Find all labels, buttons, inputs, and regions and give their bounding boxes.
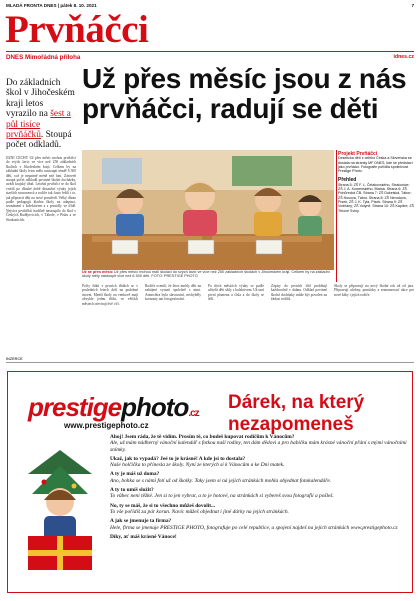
logo-part-1: prestige [28, 392, 122, 422]
gift-photo [22, 444, 98, 576]
article-headline: Už přes měsíc jsou z nás prvňáčci, radují se děti [82, 63, 407, 124]
sidebar-title: Projekt Prvňáčci [338, 151, 378, 157]
dialogue-question: No, ty se máš, že si to všechno můžeš dovolit... [110, 502, 216, 509]
issue-info: MLADÁ FRONTA DNES | pátek 8. 10. 2021 [6, 3, 97, 8]
site-url[interactable]: idnes.cz [393, 54, 414, 60]
lead-text-2: . Stoupá počet odkladů. [6, 130, 72, 151]
dialogue-answer: To vůbec není těžké. Jen si to jen vybrat, a to je hotové, na stránkách si vybereš svou fotografii a pošleš. [110, 493, 334, 500]
sidebar-places-title: Přehled [338, 177, 357, 184]
sidebar-divider [336, 150, 337, 282]
dialogue-answer: Ano, bohka se s námi fotí už od školky. Taky jsem si ná jejích stránkách mohla objednat fotokalendáře. [110, 477, 332, 484]
advertisement-dialogue [110, 434, 410, 540]
logo-part-2: photo [121, 392, 189, 422]
supplement-text: Mimořádná příloha [24, 54, 81, 61]
article-column-3: Rodiče ocenili, že letos mohly děti na zahájení vyrazit společně s nimi. Atmosféra byla slavnostní, nechyběly kornouty ani fotografování. [145, 284, 201, 302]
advertisement-tag: INZERCE [6, 357, 23, 361]
masthead-title: Prvňáčci [5, 8, 149, 51]
lead-text-1: Do základních škol v Jihočeském kraji letos vyrazilo na [6, 78, 75, 120]
article-column-5: Zápisy do prvních tříd probíhají každoročně v dubnu. Odklad povinné školní docházky může být povolen na žádost rodičů. [271, 284, 327, 302]
classroom-photo-illustration [82, 150, 334, 270]
logo-suffix: .cz [188, 408, 199, 419]
article-lead [6, 78, 76, 151]
dialogue-question: A ty je máš už doma? [110, 471, 160, 478]
article-column-1: JIŽNÍ ČECHY Už přes měsíc mohou prvňáčci do svých lavic ve více než 250 základních školách v Jihočeském kraji. Celkem by na základní školy letos mělo nastoupit téměř 6 500 dětí, což je nepatrně méně než loni. Zároveň stoupá počet odkladů povinné školní docházky, uvádí krajský úřad. Letošní prvňáčci se do škol vrátili po dlouhé době distanční výuky jejich starších sourozenců a rodiče tak často řešili i to, jak připravit děti na nové prostředí. Velký důraz podle pedagogů kladou školy na adaptaci, seznámení s kolektivem a s pravidly ve třídě. Nejvíce prvňáčků tradičně nastoupilo do škol v Českých Budějovicích, v Táboře, v Písku a ve Strakonicích. [6, 156, 76, 222]
advertisement-title: Dárek, na který nezapomeneš [228, 392, 365, 435]
photo-caption [82, 270, 334, 279]
advertisement-divider [6, 362, 414, 363]
christmas-gift-illustration [22, 444, 98, 576]
dialogue-question: A jak se jmenuje ta firma? [110, 518, 172, 525]
prestigephoto-logo[interactable] [28, 392, 199, 423]
sidebar-places: Strana 5: ZŠ F. L. Čelakovského, Strakonice; ZŠ J. A. Komenského, Blatná. Strana 6: ZŠ Pohůrecká ČB. Strana 7: ZŠ Dukelská, Tábor; ZŠ Husova, Tábor. Strana 8: ZŠ Nerudova, Písek; ZŠ J. K. Tyla, Písek. Strana 9: ZŠ Vodňany; ZŠ Volyně. Strana 10: ZŠ Kaplice; ZŠ Trhové Sviny. [338, 182, 414, 213]
dialogue-question: Díky, ať máš krásné Vánoce! [110, 533, 177, 540]
sidebar-intro: Deseticka dětí z celého Česka a Slovenska se dostala na stránky MF DNES, kde se představí jako prvňáčci. Fotografie pořídila společnost Prestige Photo. [338, 156, 413, 174]
dialogue-answer: Ale, už mám nádherný vánoční kalendář s fotkou naší rodiny, ten dám dědovi a pro babičku mám krásné vánoční přání s mými vánočními snímky. [110, 440, 407, 453]
dialogue-question: Ahoj! Jsem ráda, že tě vidím. Prosím tě, co budeš kupovat rodičům k Vánocům? [110, 434, 295, 440]
dialogue-answer: Naše holčička to přinesla ze školy. Nyní ze kterých si k Vánocům a ke Dni matek. [110, 462, 285, 469]
dialogue-answer: Hele, firma se jmenuje PRESTIGE PHOTO, fotografuje po celé republice, a spojení najdeš na jejích stránkách www.prestigephoto.cz [110, 524, 398, 531]
article-column-6: Školy se připravují na nový školní rok už od jara. Připravují učebny, pomůcky a seznamovací akce pro nové žáky i jejich rodiče. [334, 284, 414, 297]
dialogue-question: A ty to umíš složit? [110, 487, 154, 494]
lead-highlight: šest a půl tisíce prvňáčků [6, 109, 71, 141]
advertisement-url[interactable]: www.prestigephoto.cz [64, 421, 149, 430]
caption-text: Už přes měsíc mohou malí školáci do svých lavic ve více než 250 základních školách v Jihočeském kraji. Celkem by na základní školy měly nastoupit více než 6 500 dětí. FOTO: PRESTIGE PHOTO [82, 270, 330, 279]
masthead-divider [6, 51, 414, 52]
dialogue-answer: To vše pořídíš za pár korun. Navíc můžeš objednat i jiné dárky na jejich stránkách. [110, 508, 289, 515]
classroom-photo [82, 150, 334, 270]
sidebar-box [338, 152, 414, 280]
supplement-brand: DNES [6, 54, 24, 61]
article-column-4: Po třech měsících výuky se podle učitelů děti sžily s kolektivem. Už umí první písmena a čísla a do školy se těší. [208, 284, 264, 302]
article-column-2: Počty žáků v prvních třídách se v posledních letech drží na podobné úrovni. Menší školy na venkově mají obvykle jednu třídu, ve větších městech otevírají dvě i tři. [82, 284, 138, 306]
page-number: 7 [411, 3, 414, 8]
dialogue-question: Ukaž, jak to vypadá? Jeé to je krásné! A kde jsi to dostala? [110, 455, 246, 462]
caption-label: Už se přes měsíc [82, 270, 113, 274]
supplement-label [6, 54, 80, 61]
